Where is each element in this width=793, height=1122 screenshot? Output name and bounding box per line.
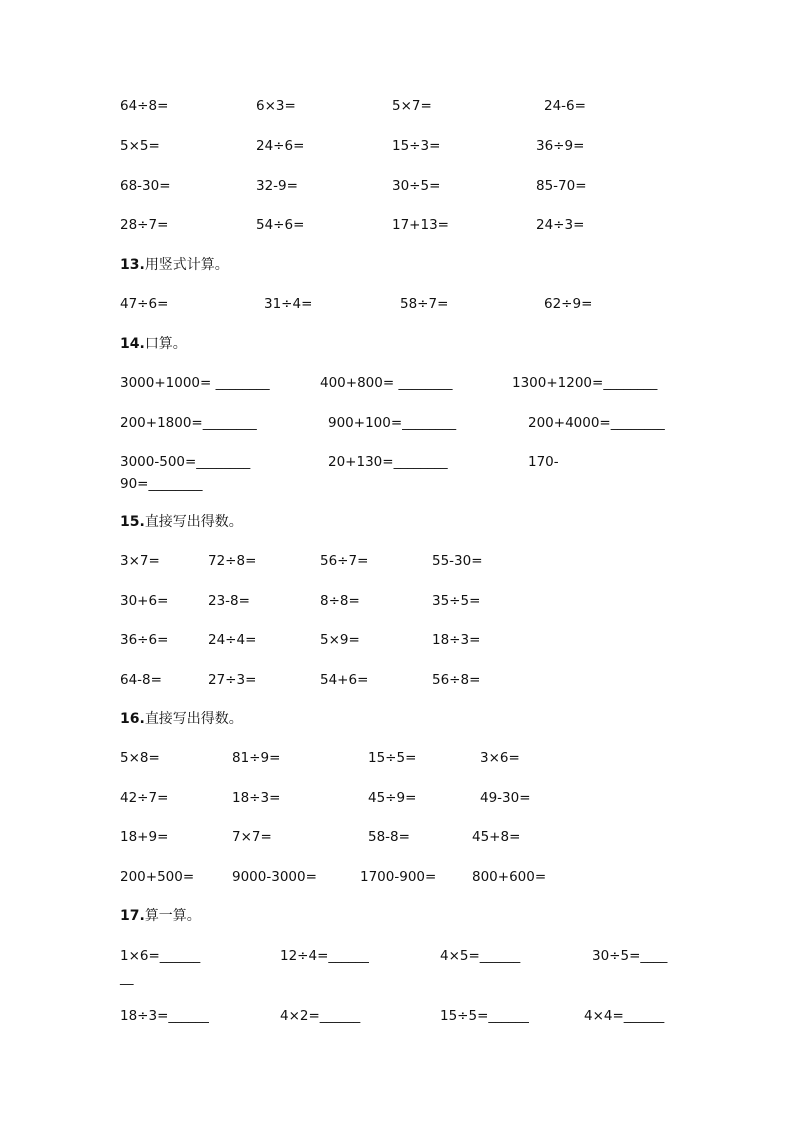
problem: 18+9=	[120, 829, 169, 845]
problem: 47÷6=	[120, 296, 169, 312]
problem: 800+600=	[472, 869, 547, 885]
problem: 58-8=	[368, 829, 410, 845]
q15-row-1	[0, 550, 793, 572]
q14-row-3	[0, 451, 793, 473]
problem: 15÷3=	[392, 138, 441, 154]
question-instruction: 算一算。	[144, 908, 201, 924]
problem: 64÷8=	[120, 98, 169, 114]
problem: 900+100=________	[328, 415, 457, 431]
problem: 49-30=	[480, 790, 531, 806]
problem: 54÷6=	[256, 217, 305, 233]
question-number: 15.	[120, 514, 145, 530]
problem: 55-30=	[432, 553, 483, 569]
q17-wrap-line	[0, 967, 793, 989]
problem: 36÷6=	[120, 632, 169, 648]
problem: 1700-900=	[360, 869, 437, 885]
problem: 28÷7=	[120, 217, 169, 233]
problem: 58÷7=	[400, 296, 449, 312]
q17-row-2	[0, 1005, 793, 1027]
problem: 8÷8=	[320, 593, 360, 609]
problem: 3000+1000= ________	[120, 375, 270, 391]
problem: 72÷8=	[208, 553, 257, 569]
q16-row-1	[0, 747, 793, 769]
problem: 5×7=	[392, 98, 432, 114]
problem: 62÷9=	[544, 296, 593, 312]
problem: 18÷3=	[232, 790, 281, 806]
block12-row-2	[0, 135, 793, 157]
problem: 5×9=	[320, 632, 360, 648]
problem: 6×3=	[256, 98, 296, 114]
problem: 15÷5=	[368, 750, 417, 766]
problem: 30÷5=____	[592, 948, 668, 964]
problem: 12÷4=______	[280, 948, 369, 964]
block12-row-4	[0, 214, 793, 236]
problem: 17+13=	[392, 217, 449, 233]
problem: 200+500=	[120, 869, 195, 885]
problem: 200+1800=________	[120, 415, 257, 431]
problem: 15÷5=______	[440, 1008, 529, 1024]
problem: 4×2=______	[280, 1008, 361, 1024]
question-15-title	[120, 511, 243, 533]
problem: 20+130=________	[328, 454, 448, 470]
problem: 24÷3=	[536, 217, 585, 233]
problem: 30÷5=	[392, 178, 441, 194]
problem: 42÷7=	[120, 790, 169, 806]
question-number: 14.	[120, 336, 145, 352]
question-number: 16.	[120, 711, 145, 727]
block12-row-1	[0, 95, 793, 117]
problem: 32-9=	[256, 178, 298, 194]
block12-row-3	[0, 175, 793, 197]
question-17-title	[120, 905, 201, 927]
problem: 3×6=	[480, 750, 520, 766]
problem: 170-	[528, 454, 559, 470]
question-14-title	[120, 333, 187, 355]
q17-row-1	[0, 945, 793, 967]
problem: 35÷5=	[432, 593, 481, 609]
problem: 85-70=	[536, 178, 587, 194]
problem: 68-30=	[120, 178, 171, 194]
question-number: 13.	[120, 257, 145, 273]
question-instruction: 直接写出得数。	[144, 514, 243, 530]
problem: 9000-3000=	[232, 869, 317, 885]
question-number: 17.	[120, 908, 145, 924]
question-16-title	[120, 708, 243, 730]
q15-row-3	[0, 629, 793, 651]
problem: 31÷4=	[264, 296, 313, 312]
problem: 3000-500=________	[120, 454, 251, 470]
problem: 56÷7=	[320, 553, 369, 569]
problem: 7×7=	[232, 829, 272, 845]
q14-row-1	[0, 372, 793, 394]
question-13-title	[120, 254, 229, 276]
q13-row-1	[0, 293, 793, 315]
problem-continuation: __	[120, 970, 134, 986]
problem: 56÷8=	[432, 672, 481, 688]
problem-continuation: 90=________	[120, 476, 203, 492]
question-instruction: 用竖式计算。	[144, 257, 229, 273]
q15-row-2	[0, 590, 793, 612]
problem: 24÷4=	[208, 632, 257, 648]
problem: 24÷6=	[256, 138, 305, 154]
problem: 400+800= ________	[320, 375, 453, 391]
q15-row-4	[0, 669, 793, 691]
problem: 81÷9=	[232, 750, 281, 766]
problem: 27÷3=	[208, 672, 257, 688]
question-instruction: 口算。	[144, 336, 187, 352]
q14-wrap-line	[0, 473, 793, 495]
q16-row-3	[0, 826, 793, 848]
problem: 18÷3=______	[120, 1008, 209, 1024]
problem: 24-6=	[544, 98, 586, 114]
problem: 5×8=	[120, 750, 160, 766]
problem: 200+4000=________	[528, 415, 665, 431]
q16-row-2	[0, 787, 793, 809]
problem: 4×4=______	[584, 1008, 665, 1024]
problem: 45+8=	[472, 829, 521, 845]
question-instruction: 直接写出得数。	[144, 711, 243, 727]
q14-row-2	[0, 412, 793, 434]
problem: 1×6=______	[120, 948, 201, 964]
problem: 4×5=______	[440, 948, 521, 964]
problem: 5×5=	[120, 138, 160, 154]
problem: 36÷9=	[536, 138, 585, 154]
problem: 3×7=	[120, 553, 160, 569]
problem: 23-8=	[208, 593, 250, 609]
problem: 64-8=	[120, 672, 162, 688]
problem: 54+6=	[320, 672, 369, 688]
problem: 1300+1200=________	[512, 375, 658, 391]
problem: 30+6=	[120, 593, 169, 609]
problem: 18÷3=	[432, 632, 481, 648]
problem: 45÷9=	[368, 790, 417, 806]
q16-row-4	[0, 866, 793, 888]
